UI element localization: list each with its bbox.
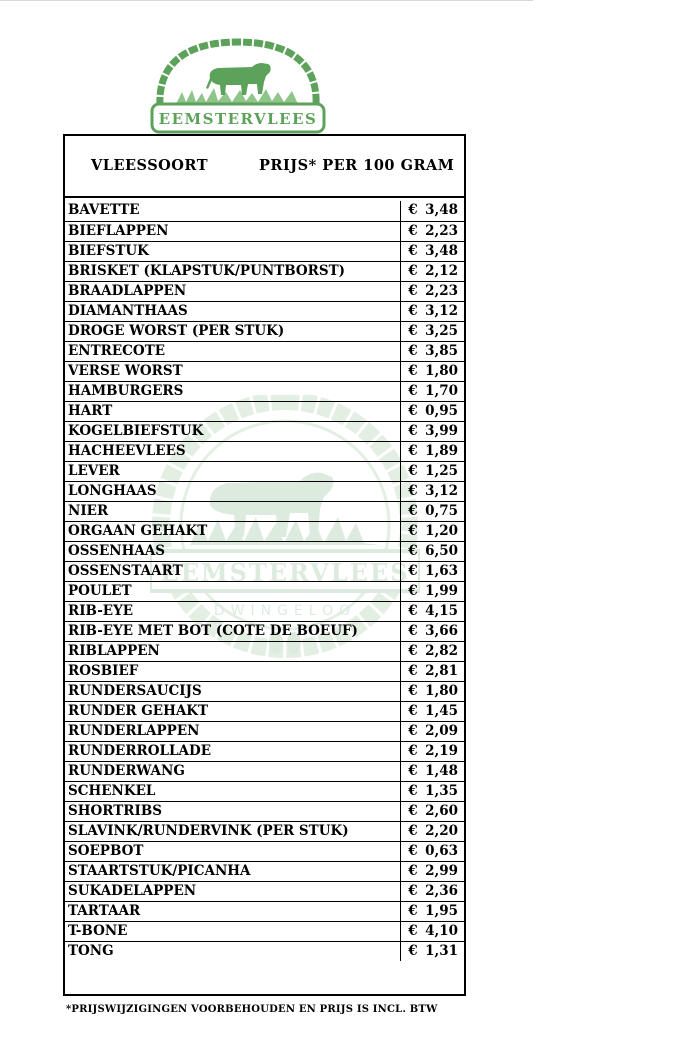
watermark-brand-text: EEMSTERVLEES xyxy=(160,558,410,587)
meat-price: 1,25 xyxy=(425,463,458,479)
meat-price: 2,99 xyxy=(425,863,458,879)
euro-sign: € xyxy=(408,643,418,659)
meat-price: 1,48 xyxy=(425,763,458,779)
euro-sign: € xyxy=(408,483,418,499)
table-row xyxy=(65,621,464,641)
meat-price: 2,20 xyxy=(425,823,458,839)
euro-sign: € xyxy=(408,343,418,359)
euro-sign: € xyxy=(408,903,418,919)
euro-sign: € xyxy=(408,403,418,419)
meat-price: 3,66 xyxy=(425,623,458,639)
header-price-per-100g: PRIJS* PER 100 GRAM xyxy=(259,157,455,174)
euro-sign: € xyxy=(408,243,418,259)
euro-sign: € xyxy=(408,843,418,859)
meat-price: 2,82 xyxy=(425,643,458,659)
euro-sign: € xyxy=(408,823,418,839)
table-row xyxy=(65,521,464,541)
table-row xyxy=(65,441,464,461)
table-row xyxy=(65,361,464,381)
table-row xyxy=(65,921,464,941)
euro-sign: € xyxy=(408,943,418,959)
meat-name: SLAVINK/RUNDERVINK (PER STUK) xyxy=(65,822,401,841)
meat-price: 2,12 xyxy=(425,263,458,279)
meat-price: 1,45 xyxy=(425,703,458,719)
table-row xyxy=(65,461,464,481)
meat-price: 2,19 xyxy=(425,743,458,759)
meat-name: KOGELBIEFSTUK xyxy=(65,422,401,441)
euro-sign: € xyxy=(408,863,418,879)
euro-sign: € xyxy=(408,363,418,379)
euro-sign: € xyxy=(408,523,418,539)
table-row xyxy=(65,481,464,501)
meat-price: 4,15 xyxy=(425,603,458,619)
table-row xyxy=(65,761,464,781)
table-row xyxy=(65,501,464,521)
table-row xyxy=(65,641,464,661)
euro-sign: € xyxy=(408,703,418,719)
meat-name: OSSENSTAART xyxy=(65,562,401,581)
euro-sign: € xyxy=(408,543,418,559)
table-row xyxy=(65,261,464,281)
meat-name: NIER xyxy=(65,502,401,521)
meat-price: 2,60 xyxy=(425,803,458,819)
table-row xyxy=(65,781,464,801)
table-row xyxy=(65,881,464,901)
euro-sign: € xyxy=(408,323,418,339)
meat-price: 0,95 xyxy=(425,403,458,419)
table-row xyxy=(65,281,464,301)
table-row xyxy=(65,681,464,701)
meat-name: STAARTSTUK/PICANHA xyxy=(65,862,401,881)
table-row xyxy=(65,341,464,361)
table-row xyxy=(65,601,464,621)
table-row xyxy=(65,561,464,581)
euro-sign: € xyxy=(408,623,418,639)
meat-price: 3,48 xyxy=(425,202,458,218)
meat-name: T-BONE xyxy=(65,922,401,941)
euro-sign: € xyxy=(408,463,418,479)
euro-sign: € xyxy=(408,683,418,699)
table-row xyxy=(65,321,464,341)
meat-price: 3,12 xyxy=(425,303,458,319)
meat-name: SOEPBOT xyxy=(65,842,401,861)
meat-price: 0,75 xyxy=(425,503,458,519)
table-row xyxy=(65,801,464,821)
meat-price: 3,48 xyxy=(425,243,458,259)
euro-sign: € xyxy=(408,603,418,619)
meat-name: RUNDERSAUCIJS xyxy=(65,682,401,701)
price-table xyxy=(63,134,466,996)
table-row xyxy=(65,901,464,921)
meat-name: BRISKET (KLAPSTUK/PUNTBORST) xyxy=(65,262,401,281)
table-row xyxy=(65,221,464,241)
meat-price: 3,25 xyxy=(425,323,458,339)
meat-name: DROGE WORST (PER STUK) xyxy=(65,322,401,341)
meat-name: TARTAAR xyxy=(65,902,401,921)
meat-name: ORGAAN GEHAKT xyxy=(65,522,401,541)
meat-name: HART xyxy=(65,402,401,421)
meat-name: ROSBIEF xyxy=(65,662,401,681)
meat-price: 3,85 xyxy=(425,343,458,359)
meat-name: LEVER xyxy=(65,462,401,481)
table-row xyxy=(65,581,464,601)
meat-price: 4,10 xyxy=(425,923,458,939)
meat-name: RUNDER GEHAKT xyxy=(65,702,401,721)
meat-name: SCHENKEL xyxy=(65,782,401,801)
meat-price: 1,80 xyxy=(425,683,458,699)
meat-price: 1,95 xyxy=(425,903,458,919)
meat-name: HACHEEVLEES xyxy=(65,442,401,461)
euro-sign: € xyxy=(408,783,418,799)
footnote: *PRIJSWIJZIGINGEN VOORBEHOUDEN EN PRIJS IS INCL. BTW xyxy=(66,1004,438,1015)
meat-name: BIEFSTUK xyxy=(65,242,401,261)
meat-price: 1,31 xyxy=(425,943,458,959)
meat-price: 1,35 xyxy=(425,783,458,799)
meat-price: 1,63 xyxy=(425,563,458,579)
meat-price: 2,36 xyxy=(425,883,458,899)
meat-name: ENTRECOTE xyxy=(65,342,401,361)
meat-name: BRAADLAPPEN xyxy=(65,282,401,301)
euro-sign: € xyxy=(408,303,418,319)
table-row xyxy=(65,661,464,681)
euro-sign: € xyxy=(408,423,418,439)
euro-sign: € xyxy=(408,263,418,279)
header-meat-type: VLEESSOORT xyxy=(91,157,209,174)
meat-price: 1,80 xyxy=(425,363,458,379)
meat-name: BIEFLAPPEN xyxy=(65,222,401,241)
meat-name: VERSE WORST xyxy=(65,362,401,381)
euro-sign: € xyxy=(408,723,418,739)
table-row xyxy=(65,741,464,761)
euro-sign: € xyxy=(408,503,418,519)
table-row xyxy=(65,541,464,561)
meat-name: RIB-EYE xyxy=(65,602,401,621)
watermark-subtitle-text: DWINGELOO xyxy=(213,603,357,619)
table-row xyxy=(65,201,464,221)
meat-name: SUKADELAPPEN xyxy=(65,882,401,901)
meat-name: LONGHAAS xyxy=(65,482,401,501)
table-row xyxy=(65,301,464,321)
table-row xyxy=(65,941,464,961)
meat-price: 6,50 xyxy=(425,543,458,559)
meat-name: RIBLAPPEN xyxy=(65,642,401,661)
euro-sign: € xyxy=(408,283,418,299)
meat-name: TONG xyxy=(65,942,401,961)
table-row xyxy=(65,821,464,841)
meat-name: BAVETTE xyxy=(65,201,401,221)
euro-sign: € xyxy=(408,883,418,899)
euro-sign: € xyxy=(408,763,418,779)
table-row xyxy=(65,421,464,441)
table-header xyxy=(65,136,464,198)
meat-name: HAMBURGERS xyxy=(65,382,401,401)
meat-price: 1,99 xyxy=(425,583,458,599)
meat-price: 3,12 xyxy=(425,483,458,499)
euro-sign: € xyxy=(408,583,418,599)
eemstervlees-logo xyxy=(148,38,328,138)
meat-name: OSSENHAAS xyxy=(65,542,401,561)
table-row xyxy=(65,701,464,721)
euro-sign: € xyxy=(408,923,418,939)
euro-sign: € xyxy=(408,202,418,218)
logo-brand-text: EEMSTERVLEES xyxy=(158,110,318,128)
price-rows xyxy=(65,201,464,961)
table-row xyxy=(65,241,464,261)
euro-sign: € xyxy=(408,803,418,819)
meat-name: RIB-EYE MET BOT (COTE DE BOEUF) xyxy=(65,622,401,641)
meat-name: SHORTRIBS xyxy=(65,802,401,821)
euro-sign: € xyxy=(408,223,418,239)
meat-price: 2,23 xyxy=(425,283,458,299)
meat-name: RUNDERROLLADE xyxy=(65,742,401,761)
meat-name: RUNDERWANG xyxy=(65,762,401,781)
table-row xyxy=(65,721,464,741)
table-row xyxy=(65,401,464,421)
meat-price: 2,23 xyxy=(425,223,458,239)
table-row xyxy=(65,841,464,861)
euro-sign: € xyxy=(408,743,418,759)
meat-price: 0,63 xyxy=(425,843,458,859)
meat-price: 2,81 xyxy=(425,663,458,679)
meat-name: RUNDERLAPPEN xyxy=(65,722,401,741)
table-row xyxy=(65,861,464,881)
page-top-rule xyxy=(0,0,533,1)
meat-price: 2,09 xyxy=(425,723,458,739)
euro-sign: € xyxy=(408,383,418,399)
euro-sign: € xyxy=(408,563,418,579)
table-row xyxy=(65,381,464,401)
euro-sign: € xyxy=(408,663,418,679)
meat-name: DIAMANTHAAS xyxy=(65,302,401,321)
meat-price: 3,99 xyxy=(425,423,458,439)
meat-name: POULET xyxy=(65,582,401,601)
meat-price: 1,20 xyxy=(425,523,458,539)
meat-price: 1,89 xyxy=(425,443,458,459)
meat-price: 1,70 xyxy=(425,383,458,399)
euro-sign: € xyxy=(408,443,418,459)
